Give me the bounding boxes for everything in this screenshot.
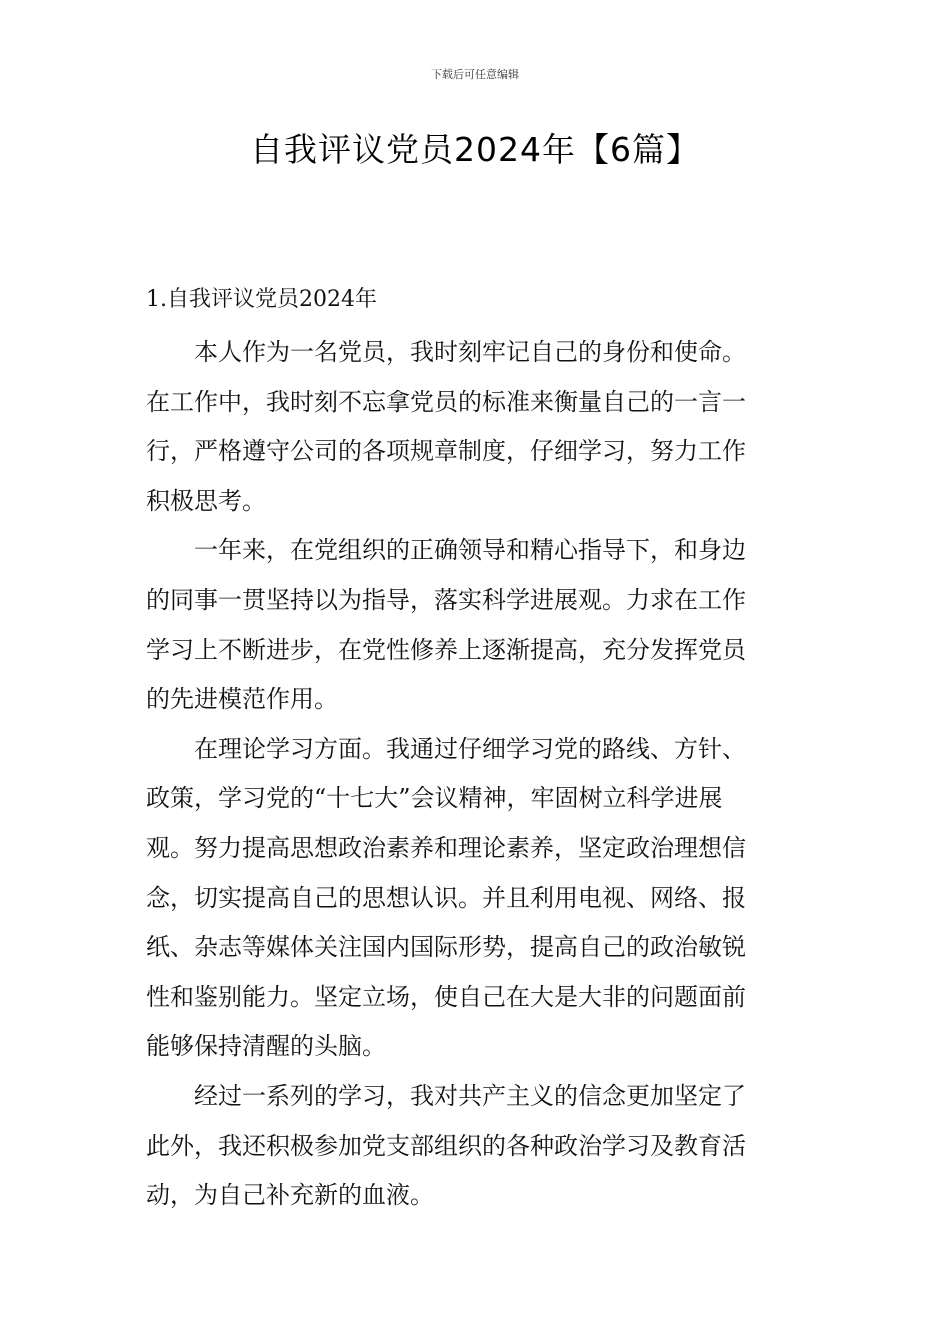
paragraph [146,328,808,526]
text-line: 本人作为一名党员，我时刻牢记自己的身份和使命。 [194,338,746,366]
text-line: 动，为自己补充新的血液。 [146,1181,434,1210]
text-line: 念，切实提高自己的思想认识。并且利用电视、网络、报 [146,883,746,912]
text-line: 政策，学习党的“十七大”会议精神，牢固树立科学进展 [146,784,723,813]
text-line: 学习上不断进步，在党性修养上逐渐提高，充分发挥党员 [146,635,746,664]
text-line: 在工作中，我时刻不忘拿党员的标准来衡量自己的一言一 [146,387,746,416]
paragraph [146,725,808,1072]
text-line: 行，严格遵守公司的各项规章制度，仔细学习，努力工作 [146,437,746,466]
text-line: 一年来，在党组织的正确领导和精心指导下，和身边 [194,536,746,565]
download-note: 下载后可任意编辑 [431,68,519,81]
text-line: 的同事一贯坚持以为指导，落实科学进展观。力求在工作 [146,585,746,614]
paragraph [146,526,808,724]
text-line: 性和鉴别能力。坚定立场，使自己在大是大非的问题面前 [146,982,746,1011]
text-line: 此外，我还积极参加党支部组织的各种政治学习及教育活 [146,1131,746,1160]
text-line: 能够保持清醒的头脑。 [146,1032,386,1061]
text-line: 在理论学习方面。我通过仔细学习党的路线、方针、 [194,734,746,763]
paragraph [146,1072,808,1221]
text-line: 观。努力提高思想政治素养和理论素养，坚定政治理想信 [146,833,746,862]
document-body [146,328,808,1221]
text-line: 积极思考。 [146,486,266,515]
text-line: 经过一系列的学习，我对共产主义的信念更加坚定了 [194,1081,746,1110]
document-title: 自我评议党员2024年【6篇】 [250,130,700,169]
section-heading: 1.自我评议党员2024年 [146,287,377,312]
text-line: 纸、杂志等媒体关注国内国际形势，提高自己的政治敏锐 [146,933,746,962]
text-line: 的先进模范作用。 [146,685,338,714]
